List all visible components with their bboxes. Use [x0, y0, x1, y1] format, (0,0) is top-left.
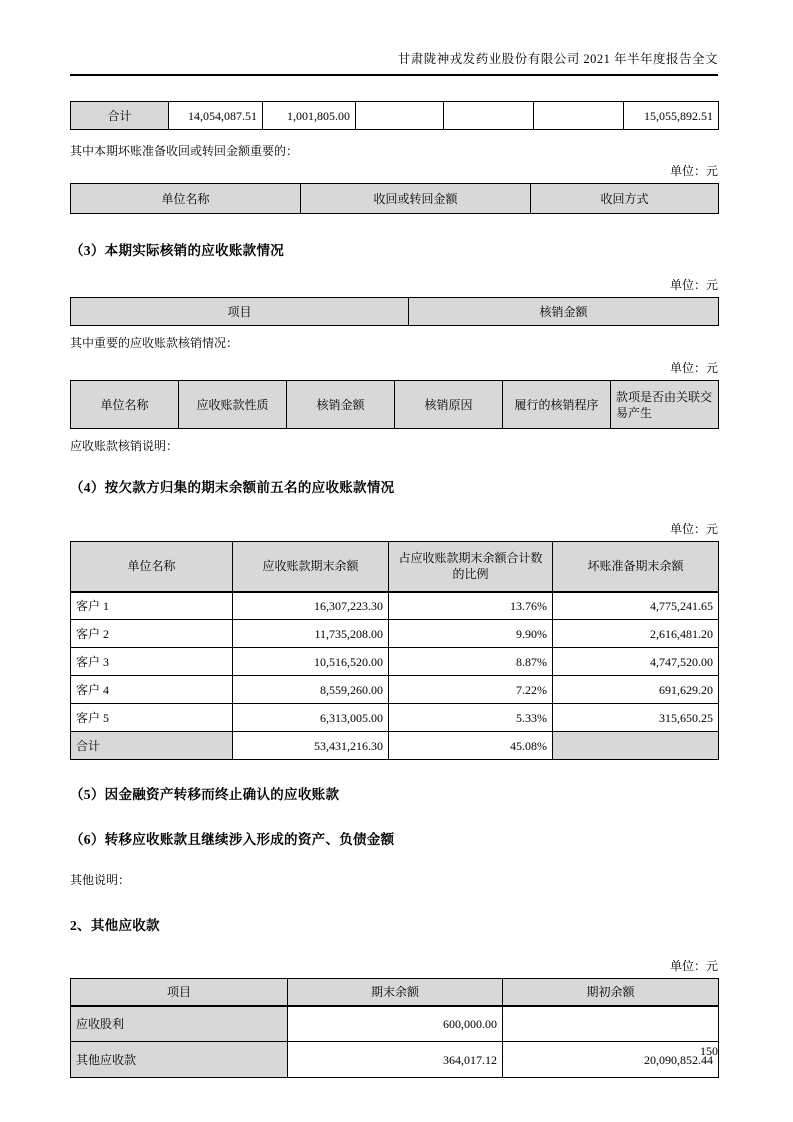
table-cell: 16,307,223.30	[233, 592, 389, 620]
page-number: 150	[700, 1044, 718, 1058]
section-6-heading: （6）转移应收账款且继续涉入形成的资产、负债金额	[70, 832, 395, 847]
column-header: 单位名称	[71, 184, 301, 214]
table-cell: 5.33%	[389, 704, 553, 732]
unit-label: 单位：元	[669, 959, 718, 973]
unit-label: 单位：元	[669, 522, 718, 536]
column-header: 占应收账款期末余额合计数的比例	[389, 542, 553, 592]
column-header: 期末余额	[288, 979, 503, 1006]
table-row	[71, 676, 719, 704]
table-cell	[503, 1006, 719, 1042]
table-cell	[444, 102, 534, 130]
total-label-cell: 合计	[71, 732, 233, 760]
table-cell: 6,313,005.00	[233, 704, 389, 732]
table-cell: 691,629.20	[553, 676, 719, 704]
total-label-cell: 合计	[71, 102, 169, 130]
table-cell: 7.22%	[389, 676, 553, 704]
unit-label: 单位：元	[669, 361, 718, 375]
column-header: 核销金额	[287, 381, 395, 429]
table-cell: 8,559,260.00	[233, 676, 389, 704]
table-row	[71, 592, 719, 620]
column-header: 期初余额	[503, 979, 719, 1006]
column-header: 坏账准备期末余额	[553, 542, 719, 592]
table-cell: 10,516,520.00	[233, 648, 389, 676]
section-3-heading: （3）本期实际核销的应收账款情况	[70, 243, 285, 258]
table-cell: 8.87%	[389, 648, 553, 676]
table-cell: 4,747,520.00	[553, 648, 719, 676]
item-name-cell: 其他应收款	[71, 1042, 288, 1078]
other-receivables-table	[70, 978, 719, 1078]
writeoff-important-note: 其中重要的应收账款核销情况：	[70, 336, 239, 350]
customer-name-cell: 客户 5	[71, 704, 233, 732]
table-row	[71, 1042, 719, 1078]
table-cell: 315,650.25	[553, 704, 719, 732]
unit-label: 单位：元	[669, 278, 718, 292]
table-row	[71, 704, 719, 732]
report-header-title: 甘肃陇神戎发药业股份有限公司 2021 年半年度报告全文	[397, 52, 718, 66]
table-cell: 45.08%	[389, 732, 553, 760]
table-cell: 9.90%	[389, 620, 553, 648]
section-5-heading: （5）因金融资产转移而终止确认的应收账款	[70, 787, 340, 802]
table-cell	[534, 102, 624, 130]
column-header: 款项是否由关联交易产生	[611, 381, 719, 429]
table-header-row	[71, 381, 719, 429]
recovery-table	[70, 183, 719, 214]
table-cell: 53,431,216.30	[233, 732, 389, 760]
column-header: 应收账款性质	[179, 381, 287, 429]
top5-receivables-table	[70, 541, 719, 760]
item-name-cell: 应收股利	[71, 1006, 288, 1042]
table-cell: 1,001,805.00	[263, 102, 356, 130]
table-header-row	[71, 298, 719, 326]
provision-total-table	[70, 101, 719, 130]
table-cell: 4,775,241.65	[553, 592, 719, 620]
customer-name-cell: 客户 1	[71, 592, 233, 620]
table-cell: 13.76%	[389, 592, 553, 620]
customer-name-cell: 客户 2	[71, 620, 233, 648]
column-header: 单位名称	[71, 542, 233, 592]
section-4-heading: （4）按欠款方归集的期末余额前五名的应收账款情况	[70, 480, 395, 495]
column-header: 项目	[71, 979, 288, 1006]
table-row	[71, 1006, 719, 1042]
other-receivables-heading: 2、其他应收款	[70, 918, 160, 933]
customer-name-cell: 客户 4	[71, 676, 233, 704]
table-header-row	[71, 184, 719, 214]
column-header: 单位名称	[71, 381, 179, 429]
column-header: 收回方式	[531, 184, 719, 214]
header-divider	[70, 74, 718, 76]
table-header-row	[71, 979, 719, 1006]
column-header: 收回或转回金额	[301, 184, 531, 214]
customer-name-cell: 客户 3	[71, 648, 233, 676]
unit-label: 单位：元	[669, 164, 718, 178]
table-row	[71, 620, 719, 648]
table-cell: 20,090,852.44	[503, 1042, 719, 1078]
other-note: 其他说明：	[70, 873, 131, 887]
table-cell: 2,616,481.20	[553, 620, 719, 648]
column-header: 项目	[71, 298, 409, 326]
table-cell: 15,055,892.51	[624, 102, 719, 130]
table-row	[71, 648, 719, 676]
table-header-row	[71, 542, 719, 592]
table-cell: 364,017.12	[288, 1042, 503, 1078]
writeoff-explain-note: 应收账款核销说明：	[70, 439, 179, 453]
column-header: 核销金额	[409, 298, 719, 326]
column-header: 履行的核销程序	[503, 381, 611, 429]
table-cell: 11,735,208.00	[233, 620, 389, 648]
important-writeoff-table	[70, 380, 719, 429]
table-total-row	[71, 732, 719, 760]
table-cell: 14,054,087.51	[169, 102, 263, 130]
writeoff-table	[70, 297, 719, 326]
recovery-important-note: 其中本期坏账准备收回或转回金额重要的：	[70, 144, 299, 158]
column-header: 核销原因	[395, 381, 503, 429]
table-cell: 600,000.00	[288, 1006, 503, 1042]
table-row	[71, 102, 719, 130]
column-header: 应收账款期末余额	[233, 542, 389, 592]
table-cell	[553, 732, 719, 760]
table-cell	[356, 102, 444, 130]
